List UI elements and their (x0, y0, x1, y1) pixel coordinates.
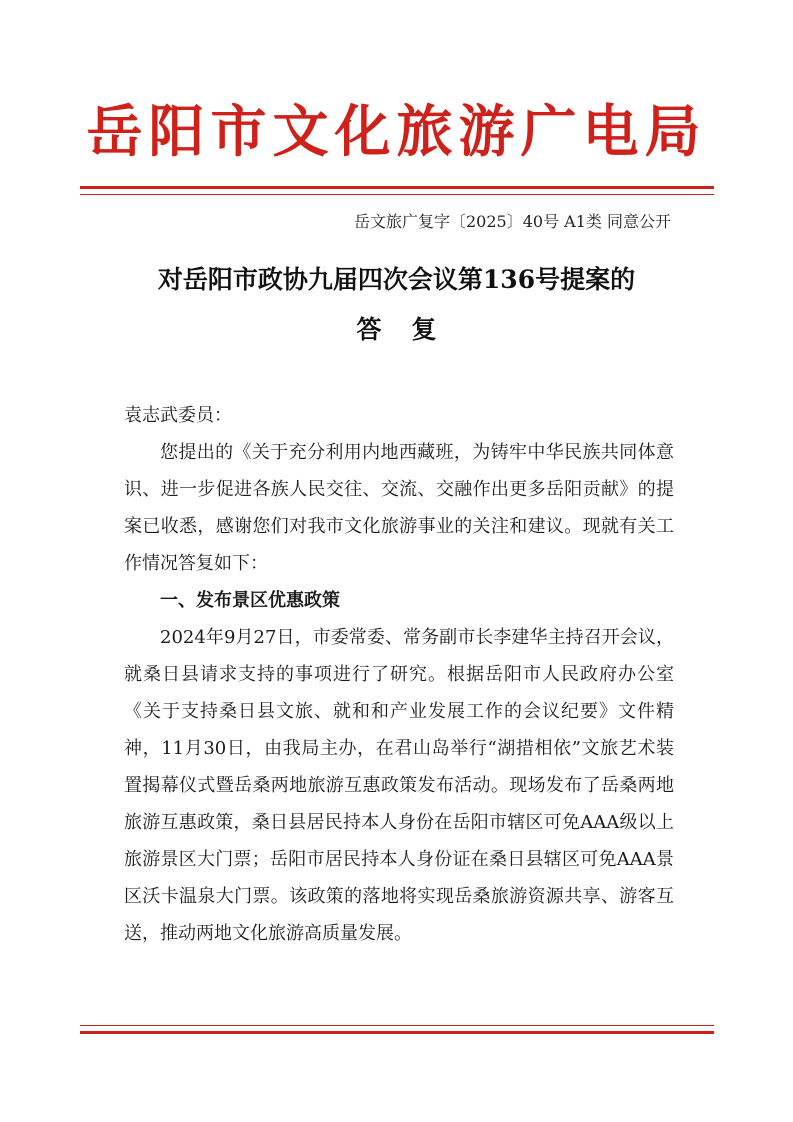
section-heading-1: 一、发布景区优惠政策 (160, 590, 340, 611)
paragraph-section-1: 2024年9月27日，市委常委、常务副市长李建华主持召开会议，就桑日县请求支持的事项进行了研究。根据岳阳市人民政府办公室《关于支持桑日县文旅、就和和产业发展工作的会议纪要》文件精神，11月30日，由我局主办，在君山岛举行“湖措相依”文旅艺术装置揭幕仪式暨岳桑两地旅游互惠政策发布活动。现场发布了岳桑两地旅游互惠政策，桑日县居民持本人身份在岳阳市辖区可免AAA级以上旅游景区大门票；岳阳市居民持本人身份证在桑日县辖区可免AAA景区沃卡温泉大门票。该政策的落地将实现岳桑旅游资源共享、游客互送，推动两地文化旅游高质量发展。 (124, 627, 674, 944)
document-title-line2: 答复 (356, 315, 467, 344)
issuer-masthead: 岳阳市文化旅游广电局 (86, 99, 707, 165)
footer-rule-thick (80, 1031, 714, 1034)
masthead-rule-thick (80, 186, 714, 189)
footer-rule-thin (80, 1025, 714, 1026)
salutation: 袁志武委员： (124, 405, 232, 426)
document-body (124, 397, 674, 952)
paragraph-intro: 您提出的《关于充分利用内地西藏班，为铸牢中华民族共同体意识、进一步促进各族人民交往、交流、交融作出更多岳阳贡献》的提案已收悉，感谢您们对我市文化旅游事业的关注和建议。现就有关工作情况答复如下： (124, 442, 674, 574)
document-title-line1: 对岳阳市政协九届四次会议第136号提案的 (157, 265, 636, 294)
masthead-rule-thin (80, 194, 714, 195)
document-number: 岳文旅广复字〔2025〕40号 A1类 同意公开 (354, 212, 671, 231)
